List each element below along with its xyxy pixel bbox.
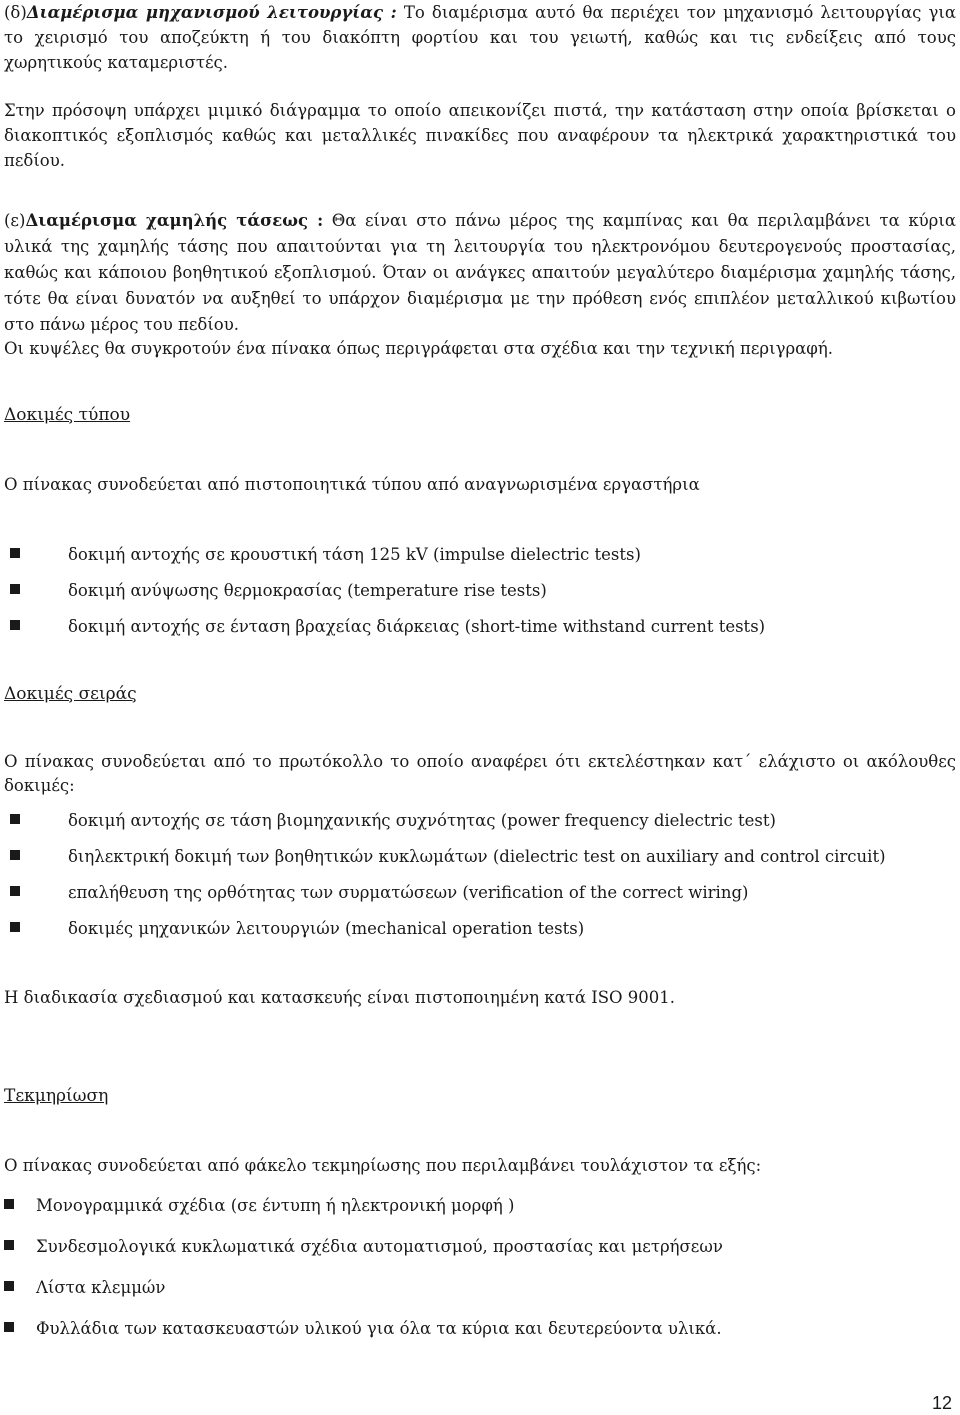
square-bullet-icon bbox=[10, 850, 20, 860]
list-item bbox=[4, 883, 956, 903]
list-item bbox=[4, 545, 956, 565]
list-item bbox=[4, 1237, 956, 1257]
section-e-title: Διαμέρισμα χαμηλής τάσεως : bbox=[25, 211, 324, 230]
list-item bbox=[4, 617, 956, 637]
routine-tests-list bbox=[4, 811, 956, 939]
square-bullet-icon bbox=[10, 548, 20, 558]
list-item-text: δοκιμή αντοχής σε ένταση βραχείας διάρκειας (short-time withstand current tests) bbox=[68, 617, 766, 636]
list-item bbox=[4, 1196, 956, 1216]
list-item bbox=[4, 847, 956, 867]
page-number: 12 bbox=[931, 1393, 952, 1413]
square-bullet-icon bbox=[10, 922, 20, 932]
list-item bbox=[4, 811, 956, 831]
section-e-paragraph-2: Οι κυψέλες θα συγκροτούν ένα πίνακα όπως περιγράφεται στα σχέδια και την τεχνική περιγραφή. bbox=[4, 339, 833, 358]
list-item bbox=[4, 581, 956, 601]
documentation-intro: Ο πίνακας συνοδεύεται από φάκελο τεκμηρίωσης που περιλαμβάνει τουλάχιστον τα εξής: bbox=[4, 1156, 762, 1175]
routine-tests-intro: Ο πίνακας συνοδεύεται από το πρωτόκολλο το οποίο αναφέρει ότι εκτελέστηκαν κατ΄ ελάχιστο οι ακόλουθες δοκιμές: bbox=[4, 752, 956, 795]
type-tests-intro: Ο πίνακας συνοδεύεται από πιστοποιητικά τύπου από αναγνωρισμένα εργαστήρια bbox=[4, 475, 700, 494]
list-item-text: Φυλλάδια των κατασκευαστών υλικού για όλα τα κύρια και δευτερεύοντα υλικά. bbox=[36, 1319, 722, 1338]
list-item-text: διηλεκτρική δοκιμή των βοηθητικών κυκλωμάτων (dielectric test on auxiliary and control circuit) bbox=[68, 847, 886, 866]
section-d-text: Το διαμέρισμα αυτό θα περιέχει τον μηχανισμό λειτουργίας για το χειρισμό του αποζεύκτη ή του διακόπτη φορτίου και του γειωτή, καθώς και τις ενδείξεις από τους χωρητικούς καταμεριστές. bbox=[4, 3, 956, 72]
section-e-label: (ε) bbox=[4, 211, 26, 230]
square-bullet-icon bbox=[4, 1322, 14, 1332]
square-bullet-icon bbox=[4, 1199, 14, 1209]
section-d-title: Διαμέρισμα μηχανισμού λειτουργίας : bbox=[26, 3, 397, 22]
type-tests-list bbox=[4, 545, 956, 637]
list-item-text: Συνδεσμολογικά κυκλωματικά σχέδια αυτοματισμού, προστασίας και μετρήσεων bbox=[36, 1237, 723, 1256]
section-d-paragraph bbox=[4, 0, 956, 75]
type-tests-heading: Δοκιμές τύπου bbox=[4, 405, 131, 425]
section-d-paragraph-2: Στην πρόσοψη υπάρχει μιμικό διάγραμμα το οποίο απεικονίζει πιστά, την κατάσταση στην οποία βρίσκεται ο διακοπτικός εξοπλισμός καθώς και μεταλλικές πινακίδες που αναφέρουν τα ηλεκτρικά χαρακτηριστικά του πεδίου. bbox=[4, 101, 956, 170]
routine-tests-heading: Δοκιμές σειράς bbox=[4, 684, 137, 704]
section-d-label: (δ) bbox=[4, 3, 27, 22]
square-bullet-icon bbox=[4, 1281, 14, 1291]
list-item-text: επαλήθευση της ορθότητας των συρματώσεων (verification of the correct wiring) bbox=[68, 883, 749, 902]
list-item-text: Λίστα κλεμμών bbox=[36, 1278, 166, 1297]
documentation-heading: Τεκμηρίωση bbox=[4, 1086, 109, 1106]
section-e-paragraph bbox=[4, 208, 956, 338]
square-bullet-icon bbox=[10, 620, 20, 630]
list-item bbox=[4, 1278, 956, 1298]
list-item-text: δοκιμή αντοχής σε τάση βιομηχανικής συχνότητας (power frequency dielectric test) bbox=[68, 811, 776, 830]
list-item bbox=[4, 919, 956, 939]
square-bullet-icon bbox=[10, 814, 20, 824]
section-e-text: Θα είναι στο πάνω μέρος της καμπίνας και θα περιλαμβάνει τα κύρια υλικά της χαμηλής τάσης που απαιτούνται για τη λειτουργία του ηλεκτρονόμου δευτερογενούς προστασίας, καθώς και κάποιου βοηθητικού εξοπλισμού. Όταν οι ανάγκες απαιτούν μεγαλύτερο διαμέρισμα χαμηλής τάσης, τότε θα είναι δυνατόν να αυξηθεί το υπάρχον διαμέρισμα με την πρόθεση ενός επιπλέον μεταλλικού κιβωτίου στο πάνω μέρος του πεδίου. bbox=[4, 211, 956, 334]
list-item-text: Μονογραμμικά σχέδια (σε έντυπη ή ηλεκτρονική μορφή ) bbox=[36, 1196, 515, 1215]
list-item-text: δοκιμή ανύψωσης θερμοκρασίας (temperature rise tests) bbox=[68, 581, 547, 600]
square-bullet-icon bbox=[10, 886, 20, 896]
iso-statement: Η διαδικασία σχεδιασμού και κατασκευής είναι πιστοποιημένη κατά ISO 9001. bbox=[4, 988, 676, 1007]
list-item-text: δοκιμή αντοχής σε κρουστική τάση 125 kV (impulse dielectric tests) bbox=[68, 545, 641, 564]
square-bullet-icon bbox=[4, 1240, 14, 1250]
list-item-text: δοκιμές μηχανικών λειτουργιών (mechanical operation tests) bbox=[68, 919, 585, 938]
list-item bbox=[4, 1319, 956, 1339]
square-bullet-icon bbox=[10, 584, 20, 594]
documentation-list bbox=[4, 1196, 956, 1339]
